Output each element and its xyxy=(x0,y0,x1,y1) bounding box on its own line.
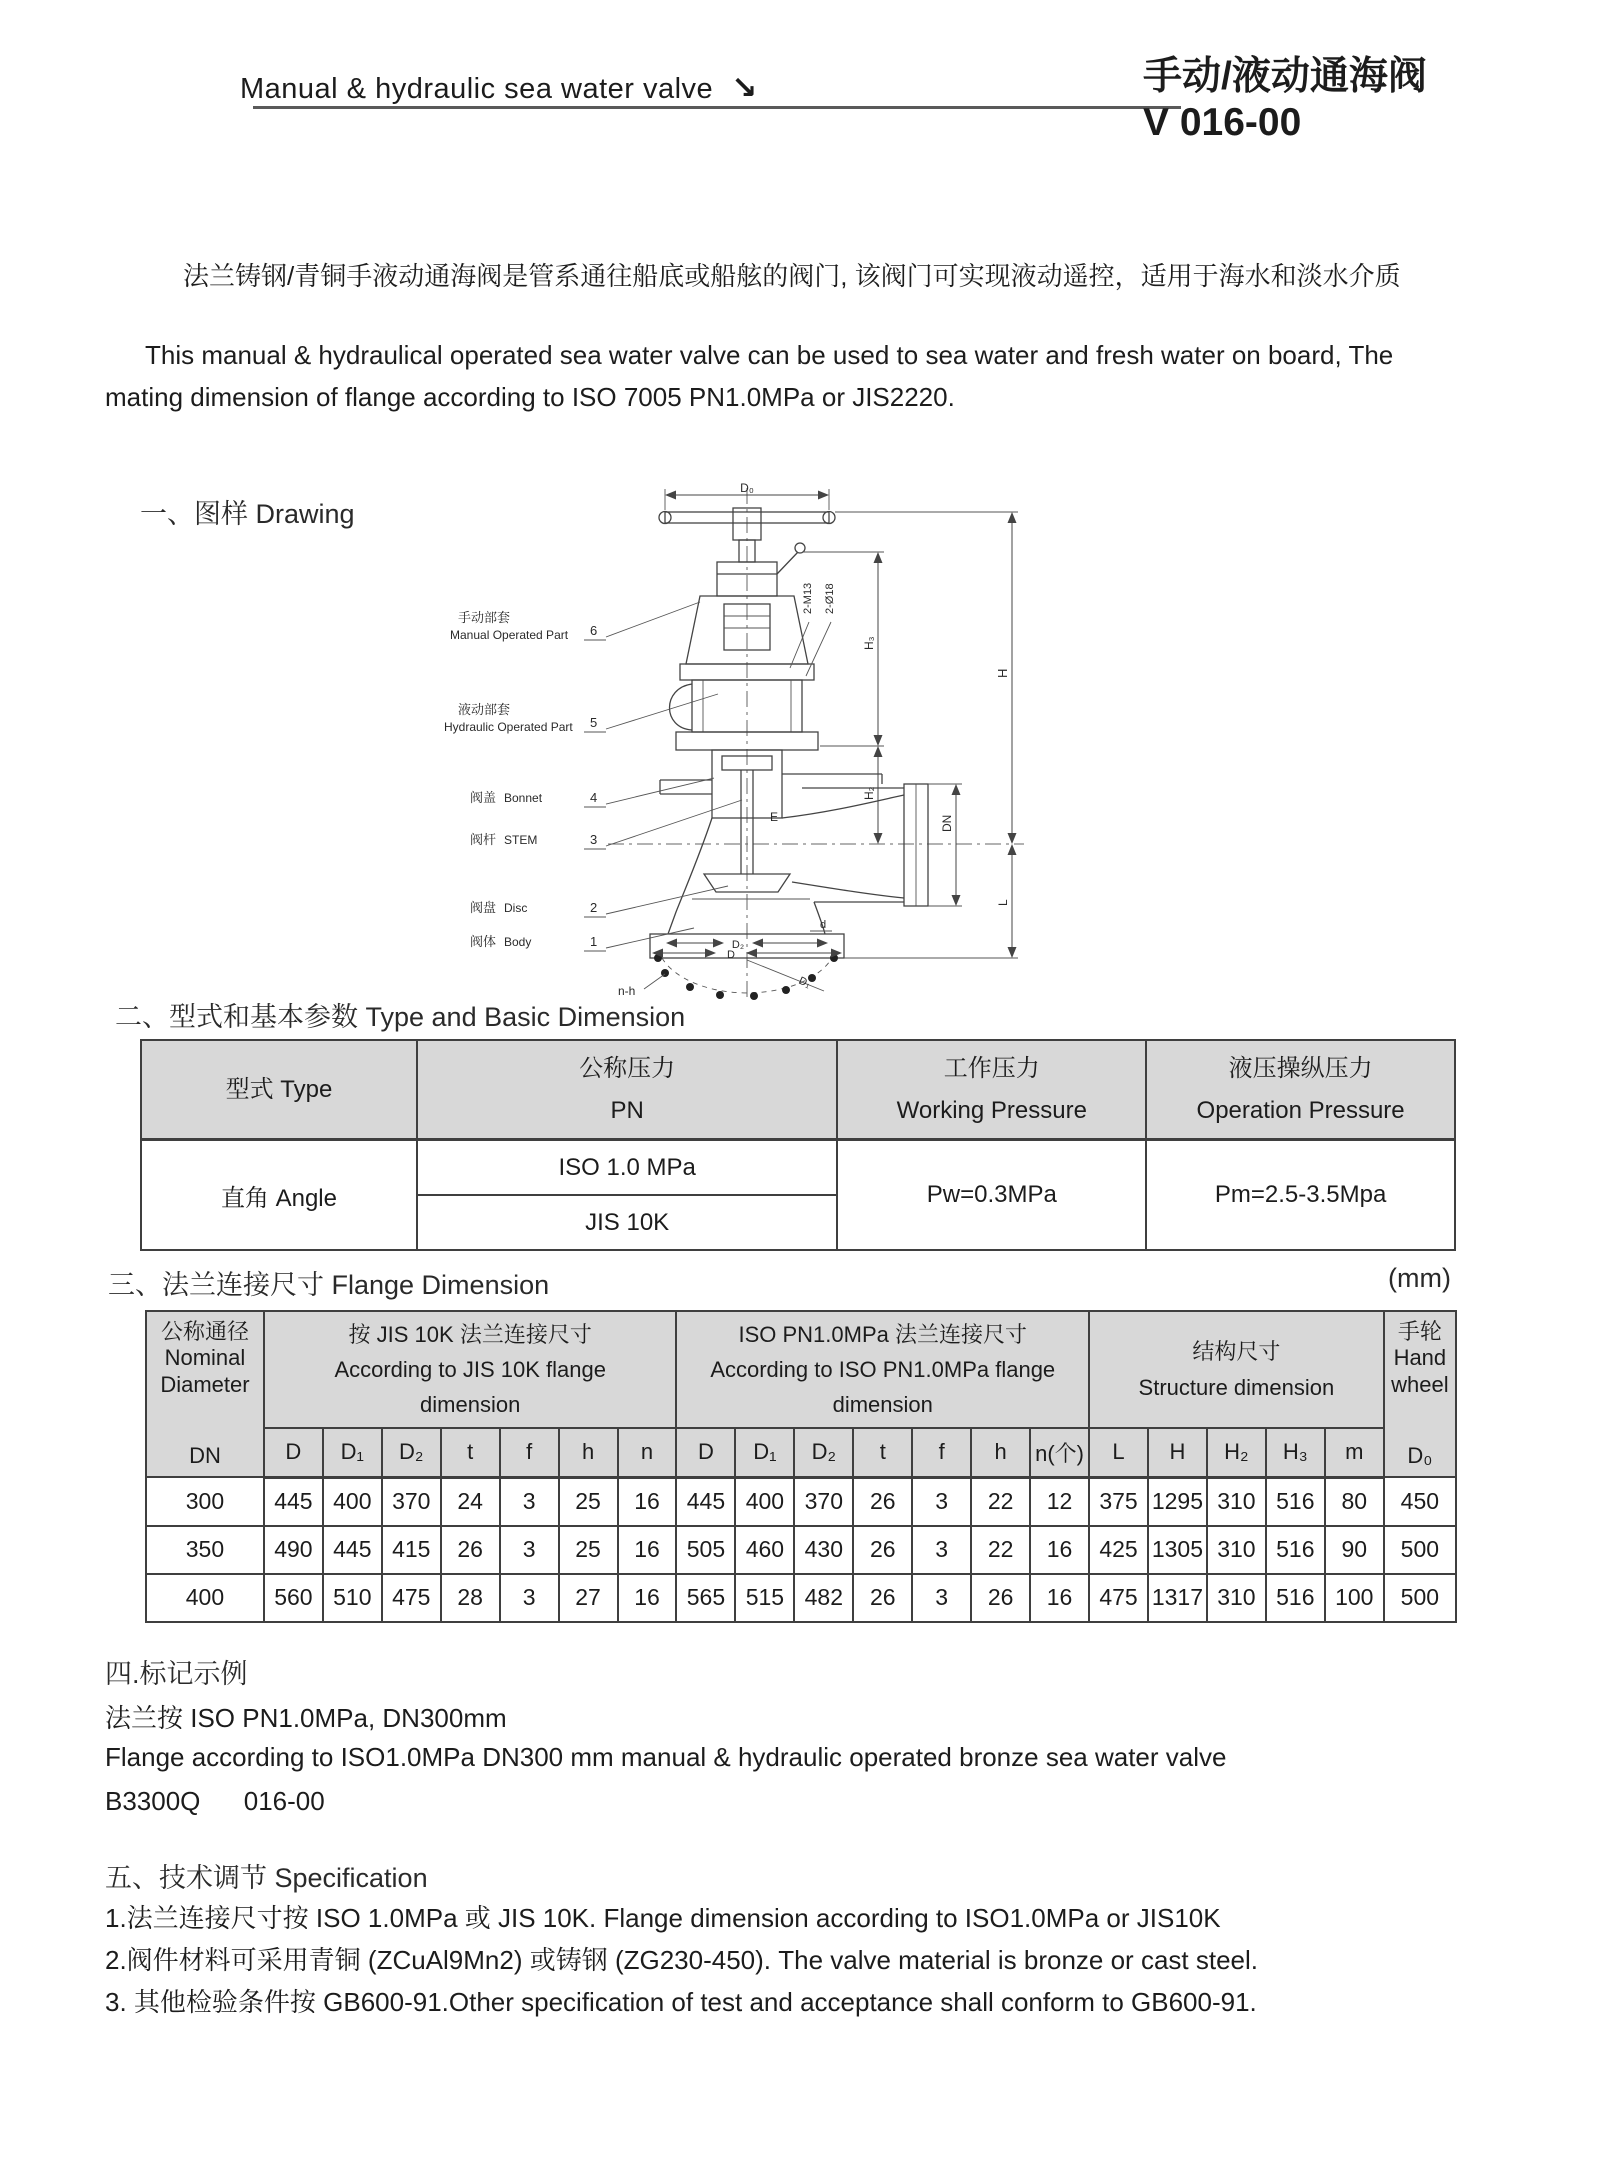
subcol-jis-D: D xyxy=(264,1428,323,1477)
dim-label-dn: DN xyxy=(940,814,954,832)
cell: 515 xyxy=(735,1574,794,1622)
iso-group-en1: According to ISO PN1.0MPa flange xyxy=(710,1357,1056,1383)
subcol-jis-t: t xyxy=(441,1428,500,1477)
type-table-row-iso xyxy=(141,1140,1455,1196)
cell: 415 xyxy=(382,1526,441,1574)
subcol-iso-t: t xyxy=(853,1428,912,1477)
dim-label-e: E xyxy=(770,810,779,824)
dim-label-d-small: d xyxy=(820,919,827,931)
cell: 26 xyxy=(853,1526,912,1574)
subcol-struct-H3: H₃ xyxy=(1266,1428,1325,1477)
cell: 350 xyxy=(146,1526,264,1574)
cell: 505 xyxy=(676,1526,735,1574)
cell: 375 xyxy=(1089,1477,1148,1526)
cell: 370 xyxy=(382,1477,441,1526)
structure-group-en: Structure dimension xyxy=(1138,1374,1335,1400)
dim-label-h3: H₃ xyxy=(862,636,876,650)
dim-label-h: H xyxy=(995,668,1010,678)
type-basic-dimension-table xyxy=(140,1039,1456,1251)
part-label-bonnet-zh: 阀盖 xyxy=(470,790,497,805)
intro-paragraph-english-line2: mating dimension of flange according to ISO 7005 PN1.0MPa or JIS2220. xyxy=(105,382,955,412)
part-number-1: 1 xyxy=(590,934,598,949)
outlet-flange-outline xyxy=(782,784,928,906)
subcol-iso-h: h xyxy=(971,1428,1030,1477)
cell: 80 xyxy=(1325,1477,1384,1526)
spec-item-1: 1.法兰连接尺寸按 ISO 1.0MPa 或 JIS 10K. Flange dimension according to ISO1.0MPa or JIS10K xyxy=(105,1903,1221,1933)
cell: 16 xyxy=(618,1574,677,1622)
part-number-2: 2 xyxy=(590,900,598,915)
header-rule xyxy=(253,106,1181,109)
dim-label-d1: D₁ xyxy=(796,974,813,991)
cell: 400 xyxy=(323,1477,382,1526)
model-number: V 016-00 xyxy=(1143,101,1302,145)
iso-group-en2: dimension xyxy=(832,1392,933,1418)
cell: 450 xyxy=(1384,1477,1456,1526)
part-label-manual-en: Manual Operated Part xyxy=(450,628,569,642)
col-header-operation-pressure xyxy=(1146,1040,1455,1140)
cell: 28 xyxy=(441,1574,500,1622)
spec-item-3: 3. 其他检验条件按 GB600-91.Other specification of test and acceptance shall conform to GB600-91. xyxy=(105,1987,1257,2017)
cell: 445 xyxy=(264,1477,323,1526)
part-label-stem-en: STEM xyxy=(504,833,538,847)
cell: 25 xyxy=(559,1526,618,1574)
jis-group-en1: According to JIS 10K flange xyxy=(334,1357,606,1383)
cell: 1317 xyxy=(1148,1574,1207,1622)
cell: 490 xyxy=(264,1526,323,1574)
section-heading-drawing: 一、图样 Drawing xyxy=(140,499,355,529)
cell: 500 xyxy=(1384,1574,1456,1622)
nominal-en2: Diameter xyxy=(160,1371,250,1397)
subcol-struct-H: H xyxy=(1148,1428,1207,1477)
col-header-wp-zh: 工作压力 xyxy=(943,1054,1040,1082)
part-label-hydraulic-en: Hydraulic Operated Part xyxy=(444,720,573,734)
cell: 565 xyxy=(676,1574,735,1622)
cell: 516 xyxy=(1266,1526,1325,1574)
part-label-hydraulic-zh: 液动部套 xyxy=(458,702,511,717)
cell: 26 xyxy=(853,1574,912,1622)
cell: 26 xyxy=(971,1574,1030,1622)
cell: 26 xyxy=(853,1477,912,1526)
cell: 25 xyxy=(559,1477,618,1526)
cell: 3 xyxy=(912,1574,971,1622)
dim-label-2m13: 2-M13 xyxy=(802,582,814,614)
cell: 445 xyxy=(676,1477,735,1526)
cell: 370 xyxy=(794,1477,853,1526)
section-heading-marking: 四.标记示例 xyxy=(105,1659,248,1689)
structure-group-zh: 结构尺寸 xyxy=(1192,1339,1281,1365)
spec-item-2: 2.阀件材料可采用青铜 (ZCuAl9Mn2) 或铸钢 (ZG230-450). The valve material is bronze or cast steel. xyxy=(105,1945,1258,1975)
part-label-body-en: Body xyxy=(504,935,532,949)
table-row xyxy=(146,1477,1456,1526)
handwheel-zh: 手轮 xyxy=(1397,1319,1442,1344)
jis-group-zh: 按 JIS 10K 法兰连接尺寸 xyxy=(348,1321,592,1347)
cell-pn-jis: JIS 10K xyxy=(417,1195,837,1250)
table-row xyxy=(146,1526,1456,1574)
cell: 3 xyxy=(500,1574,559,1622)
cell: 475 xyxy=(382,1574,441,1622)
flange-table-subheader-row xyxy=(146,1428,1456,1477)
subcol-jis-f: f xyxy=(500,1428,559,1477)
cell-operation-pressure: Pm=2.5-3.5Mpa xyxy=(1146,1140,1455,1251)
col-header-pn-en: PN xyxy=(610,1096,644,1124)
col-header-op-en: Operation Pressure xyxy=(1196,1096,1405,1124)
cell: 400 xyxy=(735,1477,794,1526)
cell: 310 xyxy=(1207,1477,1266,1526)
nominal-sub-dn: DN xyxy=(189,1442,221,1468)
subcol-jis-h: h xyxy=(559,1428,618,1477)
part-label-bonnet-en: Bonnet xyxy=(504,791,543,805)
cell-valve-type: 直角 Angle xyxy=(141,1140,417,1251)
cell: 445 xyxy=(323,1526,382,1574)
subcol-jis-D1: D₁ xyxy=(323,1428,382,1477)
subcol-struct-H2: H₂ xyxy=(1207,1428,1266,1477)
subcol-jis-D2: D₂ xyxy=(382,1428,441,1477)
type-table-header-row xyxy=(141,1040,1455,1140)
cell: 16 xyxy=(1030,1574,1089,1622)
cell: 22 xyxy=(971,1477,1030,1526)
dim-label-d-cap: D xyxy=(727,949,735,961)
subcol-iso-n: n(个) xyxy=(1030,1428,1089,1477)
cell: 26 xyxy=(441,1526,500,1574)
cell: 482 xyxy=(794,1574,853,1622)
cell: 400 xyxy=(146,1574,264,1622)
cell: 430 xyxy=(794,1526,853,1574)
cell: 460 xyxy=(735,1526,794,1574)
cell: 560 xyxy=(264,1574,323,1622)
flange-unit-label: (mm) xyxy=(1388,1263,1451,1293)
part-label-manual-zh: 手动部套 xyxy=(458,610,511,625)
subcol-iso-D2: D₂ xyxy=(794,1428,853,1477)
col-group-handwheel xyxy=(1384,1311,1456,1477)
cell: 1295 xyxy=(1148,1477,1207,1526)
cell: 475 xyxy=(1089,1574,1148,1622)
cell: 24 xyxy=(441,1477,500,1526)
handwheel-en2: wheel xyxy=(1391,1371,1449,1397)
cell: 310 xyxy=(1207,1574,1266,1622)
marking-line-1: 法兰按 ISO PN1.0MPa, DN300mm xyxy=(105,1703,507,1733)
cell: 16 xyxy=(618,1526,677,1574)
part-number-3: 3 xyxy=(590,832,598,847)
cell: 516 xyxy=(1266,1477,1325,1526)
handwheel-sub-d0: D₀ xyxy=(1407,1442,1433,1468)
arrow-down-right-icon: ↘ xyxy=(731,70,758,105)
cell-working-pressure: Pw=0.3MPa xyxy=(837,1140,1146,1251)
cell: 27 xyxy=(559,1574,618,1622)
col-header-pn-zh: 公称压力 xyxy=(579,1054,676,1082)
dim-label-d2: D₂ xyxy=(731,939,745,951)
section-heading-flange: 三、法兰连接尺寸 Flange Dimension xyxy=(108,1270,550,1300)
subcol-iso-f: f xyxy=(912,1428,971,1477)
flange-table-group-header-row xyxy=(146,1311,1456,1428)
dim-label-l: L xyxy=(996,899,1010,906)
dim-label-2o18: 2-Ø18 xyxy=(824,583,836,614)
intro-paragraph-chinese: 法兰铸钢/青铜手液动通海阀是管系通往船底或船舷的阀门, 该阀门可实现液动遥控，适用于海水和淡水介质 xyxy=(183,261,1401,291)
part-number-5: 5 xyxy=(590,715,598,730)
col-group-nominal-diameter xyxy=(146,1311,264,1477)
table-row xyxy=(146,1574,1456,1622)
bolt-circle xyxy=(654,954,838,1000)
cell: 516 xyxy=(1266,1574,1325,1622)
section-heading-type: 二、型式和基本参数 Type and Basic Dimension xyxy=(115,1002,686,1032)
section-heading-spec: 五、技术调节 Specification xyxy=(105,1863,428,1893)
hydraulic-part-outline xyxy=(670,664,819,750)
nominal-en1: Nominal xyxy=(164,1345,246,1371)
cell: 3 xyxy=(500,1477,559,1526)
col-header-op-zh: 液压操纵压力 xyxy=(1228,1054,1373,1082)
cell-pn-iso: ISO 1.0 MPa xyxy=(417,1140,837,1196)
cell: 12 xyxy=(1030,1477,1089,1526)
flange-dimension-table xyxy=(145,1310,1457,1623)
valve-technical-drawing xyxy=(362,482,1052,1004)
marking-line-3: B3300Q 016-00 xyxy=(105,1786,325,1816)
col-header-working-pressure xyxy=(837,1040,1146,1140)
subcol-iso-D: D xyxy=(676,1428,735,1477)
jis-group-en2: dimension xyxy=(420,1392,521,1418)
cell: 3 xyxy=(912,1477,971,1526)
part-label-disc-zh: 阀盘 xyxy=(470,900,497,915)
col-group-jis xyxy=(264,1311,677,1428)
col-group-structure xyxy=(1089,1311,1384,1428)
cell: 425 xyxy=(1089,1526,1148,1574)
subcol-jis-n: n xyxy=(618,1428,677,1477)
cell: 22 xyxy=(971,1526,1030,1574)
part-label-stem-zh: 阀杆 xyxy=(470,832,497,847)
cell: 1305 xyxy=(1148,1526,1207,1574)
subcol-struct-m: m xyxy=(1325,1428,1384,1477)
dim-label-nh: n-h xyxy=(618,984,636,998)
cell: 300 xyxy=(146,1477,264,1526)
col-header-wp-en: Working Pressure xyxy=(896,1096,1087,1124)
cell: 16 xyxy=(1030,1526,1089,1574)
handwheel-en1: Hand xyxy=(1393,1345,1447,1371)
marking-line-2: Flange according to ISO1.0MPa DN300 mm manual & hydraulic operated bronze sea water valve xyxy=(105,1742,1227,1772)
col-header-pn xyxy=(417,1040,837,1140)
subcol-iso-D1: D₁ xyxy=(735,1428,794,1477)
part-number-4: 4 xyxy=(590,790,598,805)
cell: 100 xyxy=(1325,1574,1384,1622)
part-label-body-zh: 阀体 xyxy=(470,934,497,949)
cell: 310 xyxy=(1207,1526,1266,1574)
nominal-zh: 公称通径 xyxy=(160,1319,249,1344)
iso-group-zh: ISO PN1.0MPa 法兰连接尺寸 xyxy=(738,1321,1027,1347)
intro-paragraph-english-line1: This manual & hydraulical operated sea water valve can be used to sea water and fresh water on board, The xyxy=(145,340,1394,370)
cell: 3 xyxy=(912,1526,971,1574)
dim-label-h2: H₂ xyxy=(862,786,876,800)
page-title-english xyxy=(240,70,758,106)
subcol-struct-L: L xyxy=(1089,1428,1148,1477)
part-number-6: 6 xyxy=(590,623,598,638)
cell: 3 xyxy=(500,1526,559,1574)
dim-label-d0: D₀ xyxy=(740,482,754,495)
page-title-chinese: 手动/液动通海阀 xyxy=(1143,55,1427,98)
cell: 510 xyxy=(323,1574,382,1622)
col-header-type: 型式 Type xyxy=(141,1040,417,1140)
col-group-iso xyxy=(676,1311,1089,1428)
page-title-text: Manual & hydraulic sea water valve xyxy=(240,73,714,105)
cell: 90 xyxy=(1325,1526,1384,1574)
cell: 16 xyxy=(618,1477,677,1526)
page-title-chinese-block xyxy=(1143,54,1427,146)
part-label-disc-en: Disc xyxy=(504,901,528,915)
cell: 500 xyxy=(1384,1526,1456,1574)
